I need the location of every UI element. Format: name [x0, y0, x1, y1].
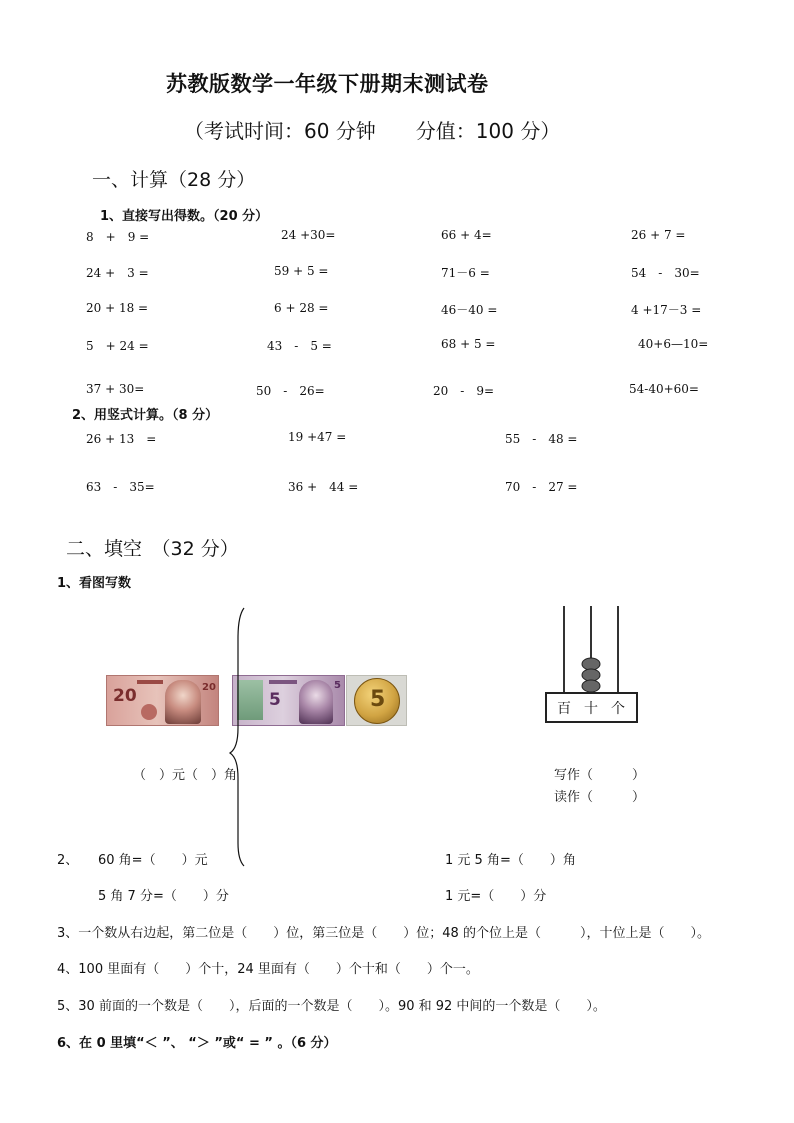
- part-1-heading: 1、直接写出得数。（20 分）: [100, 209, 269, 224]
- note-value: 20: [113, 686, 137, 706]
- q2-number: 2、: [57, 853, 79, 868]
- read-as-blank[interactable]: 读作（ ）: [554, 790, 646, 805]
- coin-5-jiao-photo: [346, 675, 407, 726]
- section-2-heading: 二、填空 （32 分）: [66, 538, 239, 560]
- equation: 20 - 9=: [433, 384, 495, 398]
- equation: 71－6 =: [441, 266, 490, 280]
- note-corner-value: 20: [202, 682, 216, 693]
- question-4[interactable]: 4、100 里面有（ ）个十，24 里面有（ ）个十和（ ）个一。: [57, 962, 479, 977]
- question-6: 6、在 0 里填“＜ ”、 “＞ ”或“ = ” 。（6 分）: [57, 1036, 337, 1051]
- equation: 24 + 3 =: [86, 266, 149, 280]
- note-value: 5: [269, 690, 281, 710]
- q2-item[interactable]: 1 元 5 角=（ ）角: [445, 853, 576, 868]
- q2-item[interactable]: 1 元=（ ）分: [445, 889, 547, 904]
- q2-item[interactable]: 60 角=（ ）元: [98, 853, 208, 868]
- equation: 68 + 5 =: [441, 337, 496, 351]
- question-5[interactable]: 5、30 前面的一个数是（ ），后面的一个数是（ ）。90 和 92 中间的一个数是（ ）。: [57, 999, 606, 1014]
- equation: 55 - 48 =: [505, 432, 578, 446]
- section-1-heading: 一、计算（28 分）: [92, 169, 256, 191]
- equation: 26 + 7 =: [631, 228, 686, 242]
- q1-label: 1、看图写数: [57, 576, 132, 591]
- equation: 43 - 5 =: [267, 339, 332, 353]
- equation: 54-40+60=: [629, 382, 699, 396]
- question-3[interactable]: 3、一个数从右边起，第二位是（ ）位，第三位是（ ）位；48 的个位上是（ ），十位上是（ ）。: [57, 926, 710, 941]
- brace-line: [226, 608, 250, 868]
- equation: 5 + 24 =: [86, 339, 149, 353]
- coin: [354, 678, 400, 724]
- q2-item[interactable]: 5 角 7 分=（ ）分: [98, 889, 229, 904]
- equation: 46－40 =: [441, 303, 498, 317]
- equation: 36 + 44 =: [288, 480, 359, 494]
- money-answer-blank[interactable]: （ ）元（ ）角: [133, 768, 238, 783]
- equation: 70 - 27 =: [505, 480, 578, 494]
- part-2-heading: 2、用竖式计算。（8 分）: [72, 408, 219, 423]
- abacus-label-ones: 个: [611, 701, 625, 717]
- equation: 63 - 35=: [86, 480, 155, 494]
- equation: 26 + 13 =: [86, 432, 157, 446]
- write-as-blank[interactable]: 写作（ ）: [554, 768, 646, 783]
- equation: 40+6—10=: [638, 337, 709, 351]
- portrait: [165, 680, 201, 724]
- equation: 19 +47 =: [288, 430, 347, 444]
- abacus-label-hundreds: 百: [557, 701, 571, 717]
- abacus-label-tens: 十: [584, 701, 598, 717]
- note-emblem: [141, 704, 157, 720]
- exam-info: （考试时间：60 分钟 分值：100 分）: [184, 119, 561, 143]
- note-text-band: [137, 680, 163, 684]
- equation: 6 + 28 =: [274, 301, 329, 315]
- coin-value: 5: [370, 687, 386, 712]
- equation: 59 + 5 =: [274, 264, 329, 278]
- equation: 8 + 9 =: [86, 230, 150, 244]
- equation: 24 +30=: [281, 228, 336, 242]
- equation: 4 +17－3 =: [631, 303, 702, 317]
- note-corner-value: 5: [334, 680, 341, 691]
- equation: 20 + 18 =: [86, 301, 149, 315]
- portrait: [299, 680, 333, 724]
- equation: 66 + 4=: [441, 228, 492, 242]
- page-title: 苏教版数学一年级下册期末测试卷: [166, 71, 489, 96]
- note-text-band: [269, 680, 297, 684]
- equation: 54 - 30=: [631, 266, 700, 280]
- equation: 50 - 26=: [256, 384, 325, 398]
- equation: 37 + 30=: [86, 382, 145, 396]
- banknote-20-yuan: [106, 675, 219, 726]
